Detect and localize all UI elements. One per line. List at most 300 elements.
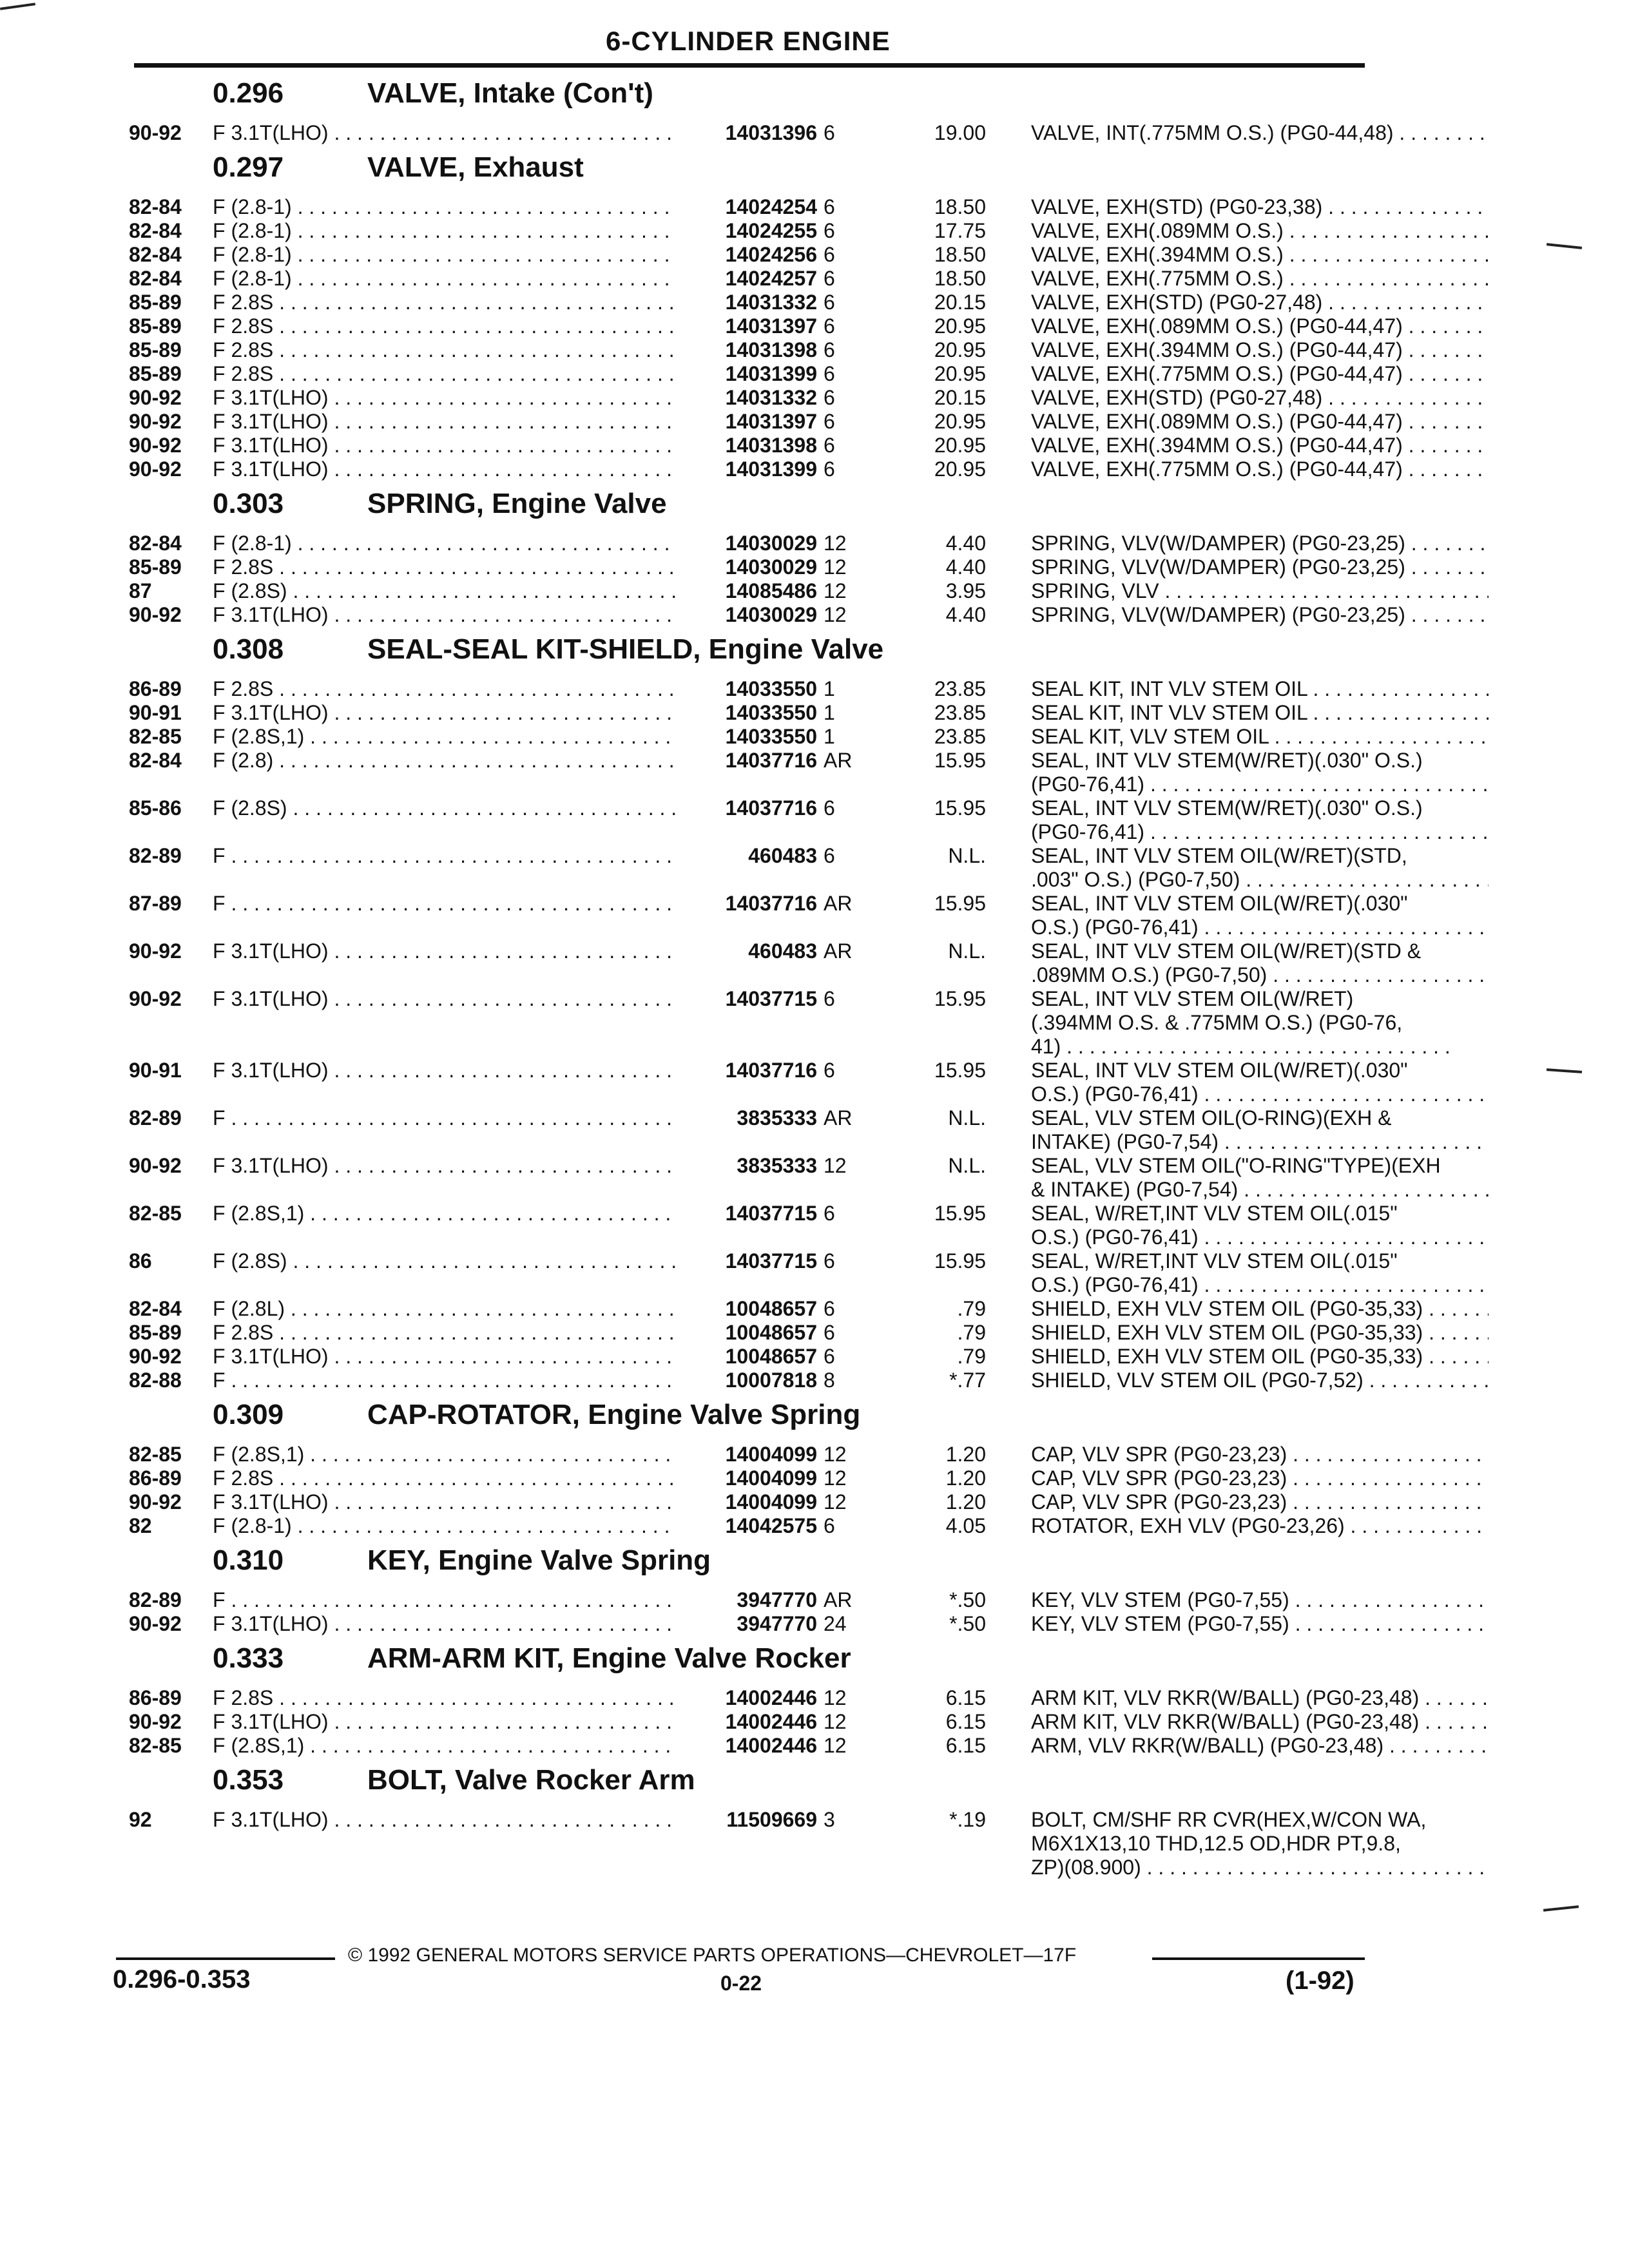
part-description [1031,1808,1489,1879]
price: 15.95 [934,796,986,820]
description-line: SEAL, INT VLV STEM OIL(W/RET)(STD, [1031,844,1407,867]
part-number: 14024255 [677,219,817,243]
description-line: SEAL, W/RET,INT VLV STEM OIL(.015" [1031,1249,1398,1273]
description-line: SEAL, INT VLV STEM OIL(W/RET)(STD & [1031,939,1422,963]
description-line: SPRING, VLV(W/DAMPER) (PG0-23,25) . . . [1031,603,1489,627]
part-description [1031,195,1489,219]
description-line: KEY, VLV STEM (PG0-7,55) . . . [1031,1588,1489,1612]
part-number: 11509669 [677,1808,817,1832]
model-years: 82-88 [129,1369,182,1392]
part-number: 14030029 [677,603,817,627]
part-number: 460483 [677,844,817,868]
part-description [1031,457,1489,481]
price: 6.15 [945,1734,986,1757]
part-number: 14085486 [677,579,817,603]
part-number: 14004099 [677,1466,817,1490]
section-header [122,1758,1379,1808]
description-line: CAP, VLV SPR (PG0-23,23) . . . [1031,1443,1489,1466]
part-description [1031,939,1489,987]
part-number: 14037716 [677,1059,817,1082]
quantity: 6 [824,457,835,481]
part-description [1031,386,1489,410]
price: 1.20 [945,1490,986,1514]
part-description [1031,219,1489,243]
price: *.77 [949,1369,986,1392]
quantity: 6 [824,121,835,144]
part-row [122,338,1403,362]
section-header [122,481,1379,532]
part-row [122,1808,1427,1879]
quantity: AR [824,1106,853,1129]
part-number: 10048657 [677,1321,817,1345]
quantity: 12 [824,1710,847,1733]
price: 20.95 [934,434,986,457]
part-row [122,677,1379,701]
description-line: O.S.) (PG0-76,41) . . . [1031,1082,1489,1106]
part-row [122,1443,1379,1466]
price: .79 [957,1345,986,1368]
section-number: 0.353 [213,1764,284,1796]
part-number: 14031396 [677,121,817,145]
engine-code: F 3.1T(LHO) . . . [213,1154,680,1178]
description-line: SPRING, VLV(W/DAMPER) (PG0-23,25) . . . [1031,555,1489,579]
description-line: O.S.) (PG0-76,41) . . . [1031,1273,1489,1297]
model-years: 85-89 [129,1321,182,1344]
part-number: 3947770 [677,1588,817,1612]
price: 3.95 [945,579,986,602]
description-line: SPRING, VLV . . . [1031,579,1489,603]
model-years: 85-86 [129,796,182,820]
part-description [1031,362,1489,386]
price: 15.95 [934,1249,986,1273]
quantity: 6 [824,1345,835,1368]
engine-code: F (2.8S) . . . [213,796,680,820]
part-description [1031,1588,1489,1612]
model-years: 90-91 [129,701,182,724]
part-number: 14031399 [677,457,817,481]
description-line: SEAL, INT VLV STEM OIL(W/RET) [1031,987,1354,1010]
model-years: 82-84 [129,267,182,290]
description-line: SEAL KIT, INT VLV STEM OIL . . . [1031,701,1489,725]
section-number: 0.310 [213,1544,284,1576]
part-row [122,1490,1379,1514]
part-description [1031,291,1489,314]
part-row [122,603,1405,627]
quantity: 12 [824,579,847,602]
model-years: 90-92 [129,457,182,481]
part-number: 10048657 [677,1345,817,1369]
description-line: CAP, VLV SPR (PG0-23,23) . . . [1031,1466,1489,1490]
section-header [122,627,1379,677]
engine-code: F 2.8S . . . [213,314,680,338]
description-line: SHIELD, VLV STEM OIL (PG0-7,52) . . . [1031,1369,1489,1392]
section-header [122,1392,1379,1443]
section-title: SEAL-SEAL KIT-SHIELD, Engine Valve [367,633,884,665]
part-row [122,362,1403,386]
part-description [1031,579,1489,603]
quantity: 6 [824,243,835,266]
description-line: SEAL KIT, INT VLV STEM OIL . . . [1031,677,1489,701]
price: 4.40 [945,555,986,579]
part-row [122,1297,1423,1321]
quantity: 6 [824,434,835,457]
model-years: 86-89 [129,1686,182,1709]
engine-code: F 2.8S . . . [213,362,680,386]
part-number: 14024254 [677,195,817,219]
part-row [122,314,1403,338]
part-description [1031,338,1489,362]
description-line: SEAL, INT VLV STEM(W/RET)(.030" O.S.) [1031,749,1423,772]
quantity: 12 [824,1734,847,1757]
part-number: 14037715 [677,1249,817,1273]
part-description [1031,1202,1489,1249]
part-number: 14033550 [677,677,817,701]
part-description [1031,1466,1489,1490]
model-years: 87 [129,579,152,602]
price: 18.50 [934,267,986,290]
description-line: SEAL, INT VLV STEM(W/RET)(.030" O.S.) [1031,796,1423,820]
price: 20.95 [934,410,986,433]
part-number: 14031399 [677,362,817,386]
part-row [122,1059,1408,1106]
part-number: 14030029 [677,532,817,555]
part-description [1031,892,1489,939]
model-years: 82-89 [129,1106,182,1129]
part-row [122,1734,1384,1758]
price: 17.75 [934,219,986,242]
quantity: 6 [824,386,835,409]
model-years: 85-89 [129,291,182,314]
part-row [122,1466,1379,1490]
price: N.L. [948,939,986,963]
description-line: VALVE, EXH(STD) (PG0-23,38) . . . [1031,195,1489,219]
part-number: 14031397 [677,314,817,338]
price: 20.95 [934,362,986,385]
part-description [1031,555,1489,579]
part-row [122,219,1379,243]
model-years: 85-89 [129,362,182,385]
part-number: 14037715 [677,987,817,1011]
page-header: 6-CYLINDER ENGINE [606,26,891,56]
part-description [1031,749,1489,796]
model-years: 90-92 [129,1612,182,1635]
price: 15.95 [934,749,986,772]
description-line: (PG0-76,41) . . . [1031,773,1489,796]
part-row [122,291,1379,314]
part-description [1031,434,1489,457]
description-line: VALVE, EXH(STD) (PG0-27,48) . . . [1031,386,1489,410]
description-line: SEAL, VLV STEM OIL(O-RING)(EXH & [1031,1106,1392,1129]
description-line: SEAL KIT, VLV STEM OIL . . . [1031,725,1489,749]
description-line: VALVE, EXH(.089MM O.S.) . . . [1031,219,1489,243]
engine-code: F . . . [213,1106,680,1130]
model-years: 90-92 [129,1710,182,1733]
part-row [122,410,1403,434]
section-title: KEY, Engine Valve Spring [367,1544,711,1576]
engine-code: F (2.8-1) . . . [213,1514,680,1538]
model-years: 90-92 [129,1154,182,1177]
quantity: AR [824,892,853,915]
price: 4.05 [945,1514,986,1537]
price: 20.95 [934,314,986,338]
price: 23.85 [934,725,986,748]
description-line: (.394MM O.S. & .775MM O.S.) (PG0-76, [1031,1011,1403,1034]
footer-page-number: 0-22 [720,1972,762,1995]
price: 20.95 [934,338,986,361]
engine-code: F 3.1T(LHO) . . . [213,1345,680,1369]
engine-code: F 3.1T(LHO) . . . [213,701,680,725]
engine-code: F . . . [213,1588,680,1612]
description-line: ARM, VLV RKR(W/BALL) (PG0-23,48) . . . [1031,1734,1489,1758]
part-number: 14004099 [677,1443,817,1466]
model-years: 90-91 [129,1059,182,1082]
part-number: 14031332 [677,386,817,410]
quantity: 12 [824,532,847,555]
description-line: ARM KIT, VLV RKR(W/BALL) (PG0-23,48) . . . [1031,1710,1489,1734]
part-number: 460483 [677,939,817,963]
model-years: 82-85 [129,725,182,748]
margin-mark [1547,1068,1582,1073]
model-years: 82-84 [129,532,182,555]
part-number: 14031398 [677,434,817,457]
part-row [122,939,1422,987]
margin-mark [0,3,35,10]
description-line: VALVE, INT(.775MM O.S.) (PG0-44,48) . . . [1031,121,1489,145]
part-row [122,195,1379,219]
part-row [122,892,1408,939]
model-years: 82-85 [129,1443,182,1466]
section-header [122,71,1379,121]
part-number: 14030029 [677,555,817,579]
description-line: VALVE, EXH(.394MM O.S.) (PG0-44,47) . . . [1031,338,1489,362]
price: 15.95 [934,1059,986,1082]
quantity: 6 [824,410,835,433]
section-number: 0.303 [213,488,284,519]
model-years: 92 [129,1808,152,1831]
part-number: 14037716 [677,892,817,916]
part-number: 3835333 [677,1154,817,1178]
model-years: 90-92 [129,1345,182,1368]
part-description [1031,243,1489,267]
description-line: SHIELD, EXH VLV STEM OIL (PG0-35,33) . . . [1031,1345,1489,1369]
part-row [122,434,1403,457]
quantity: 6 [824,1249,835,1273]
model-years: 86 [129,1249,152,1273]
part-number: 14002446 [677,1734,817,1758]
description-line: VALVE, EXH(.394MM O.S.) . . . [1031,243,1489,267]
part-row [122,1154,1441,1202]
engine-code: F (2.8-1) . . . [213,267,680,291]
part-description [1031,1612,1489,1636]
quantity: 12 [824,603,847,626]
price: 20.15 [934,291,986,314]
engine-code: F (2.8S) . . . [213,579,680,603]
quantity: 12 [824,1466,847,1490]
quantity: AR [824,1588,853,1611]
quantity: 6 [824,195,835,218]
part-row [122,1588,1379,1612]
quantity: AR [824,939,853,963]
part-description [1031,532,1489,555]
part-description [1031,1686,1489,1710]
part-row [122,532,1405,555]
part-row [122,1106,1392,1154]
part-row [122,1321,1423,1345]
section-header [122,145,1379,195]
model-years: 82-84 [129,195,182,218]
price: N.L. [948,844,986,867]
part-row [122,121,1394,145]
model-years: 82-85 [129,1734,182,1757]
engine-code: F 3.1T(LHO) . . . [213,121,680,145]
price: .79 [957,1321,986,1344]
part-number: 14037715 [677,1202,817,1225]
price: N.L. [948,1106,986,1129]
description-line: VALVE, EXH(.089MM O.S.) (PG0-44,47) . . . [1031,314,1489,338]
quantity: 12 [824,1154,847,1177]
section-title: VALVE, Exhaust [367,151,584,183]
price: 6.15 [945,1710,986,1733]
engine-code: F . . . [213,844,680,868]
model-years: 87-89 [129,892,182,915]
quantity: 1 [824,725,835,748]
quantity: 6 [824,1514,835,1537]
part-row [122,725,1379,749]
model-years: 82 [129,1514,152,1537]
part-row [122,749,1423,796]
part-row [122,987,1403,1059]
model-years: 90-92 [129,410,182,433]
quantity: 1 [824,677,835,700]
price: 1.20 [945,1443,986,1466]
part-row [122,1202,1398,1249]
price: 4.40 [945,532,986,555]
part-row [122,555,1405,579]
section-number: 0.296 [213,77,284,109]
part-number: 14037716 [677,749,817,773]
quantity: 6 [824,1297,835,1320]
section-header [122,1538,1379,1588]
part-description [1031,1443,1489,1466]
model-years: 90-92 [129,121,182,144]
part-description [1031,1154,1489,1202]
price: 15.95 [934,1202,986,1225]
part-number: 14024257 [677,267,817,291]
engine-code: F . . . [213,892,680,916]
description-line: SEAL, W/RET,INT VLV STEM OIL(.015" [1031,1202,1398,1225]
part-number: 14031332 [677,291,817,314]
price: 18.50 [934,243,986,266]
engine-code: F 3.1T(LHO) . . . [213,939,680,963]
part-number: 14042575 [677,1514,817,1538]
price: 23.85 [934,677,986,700]
part-description [1031,1106,1489,1154]
part-description [1031,1345,1489,1369]
description-line: O.S.) (PG0-76,41) . . . [1031,916,1489,939]
description-line: VALVE, EXH(.089MM O.S.) (PG0-44,47) . . . [1031,410,1489,434]
engine-code: F 2.8S . . . [213,677,680,701]
model-years: 82-84 [129,749,182,772]
part-row [122,579,1379,603]
quantity: 3 [824,1808,835,1831]
part-description [1031,1249,1489,1297]
description-line: ROTATOR, EXH VLV (PG0-23,26) . . . [1031,1514,1489,1538]
part-number: 14024256 [677,243,817,267]
footer-group-range: 0.296-0.353 [113,1965,251,1994]
model-years: 82-89 [129,844,182,867]
part-description [1031,603,1489,627]
model-years: 82-84 [129,219,182,242]
part-row [122,386,1379,410]
footer-rule-left [116,1957,335,1960]
part-row [122,1710,1420,1734]
engine-code: F (2.8-1) . . . [213,532,680,555]
model-years: 90-92 [129,987,182,1010]
quantity: 6 [824,338,835,361]
model-years: 85-89 [129,314,182,338]
model-years: 90-92 [129,939,182,963]
quantity: 6 [824,314,835,338]
engine-code: F 3.1T(LHO) . . . [213,434,680,457]
description-line: SHIELD, EXH VLV STEM OIL (PG0-35,33) . . . [1031,1297,1489,1321]
part-number: 10048657 [677,1297,817,1321]
quantity: 24 [824,1612,847,1635]
quantity: 8 [824,1369,835,1392]
quantity: 6 [824,1059,835,1082]
engine-code: F . . . [213,1369,680,1392]
part-description [1031,1297,1489,1321]
part-number: 14002446 [677,1686,817,1710]
part-description [1031,1734,1489,1758]
description-line: VALVE, EXH(STD) (PG0-27,48) . . . [1031,291,1489,314]
price: 19.00 [934,121,986,144]
quantity: 6 [824,291,835,314]
part-description [1031,1059,1489,1106]
description-line: VALVE, EXH(.775MM O.S.) (PG0-44,47) . . . [1031,457,1489,481]
part-row [122,1369,1379,1392]
model-years: 82-89 [129,1588,182,1611]
model-years: 85-89 [129,338,182,361]
engine-code: F 3.1T(LHO) . . . [213,457,680,481]
part-description [1031,796,1489,844]
part-description [1031,725,1489,749]
part-row [122,701,1379,725]
engine-code: F 3.1T(LHO) . . . [213,987,680,1011]
part-description [1031,121,1489,145]
part-description [1031,1321,1489,1345]
part-description [1031,1490,1489,1514]
footer-rule-right [1152,1957,1365,1960]
part-number: 14031397 [677,410,817,434]
part-row [122,267,1379,291]
part-description [1031,1514,1489,1538]
engine-code: F 3.1T(LHO) . . . [213,1059,680,1082]
part-number: 14031398 [677,338,817,362]
price: *.19 [949,1808,986,1831]
description-line: KEY, VLV STEM (PG0-7,55) . . . [1031,1612,1489,1636]
engine-code: F (2.8S,1) . . . [213,1443,680,1466]
part-number: 10007818 [677,1369,817,1392]
engine-code: F 2.8S . . . [213,338,680,362]
header-rule [134,63,1365,68]
engine-code: F (2.8S,1) . . . [213,725,680,749]
footer-copyright: © 1992 GENERAL MOTORS SERVICE PARTS OPERATIONS—CHEVROLET—17F [348,1945,1077,1966]
quantity: 12 [824,1490,847,1514]
part-row [122,457,1403,481]
engine-code: F (2.8) . . . [213,749,680,773]
description-line: SEAL, VLV STEM OIL("O-RING"TYPE)(EXH [1031,1154,1441,1177]
margin-mark [1543,1905,1579,1912]
